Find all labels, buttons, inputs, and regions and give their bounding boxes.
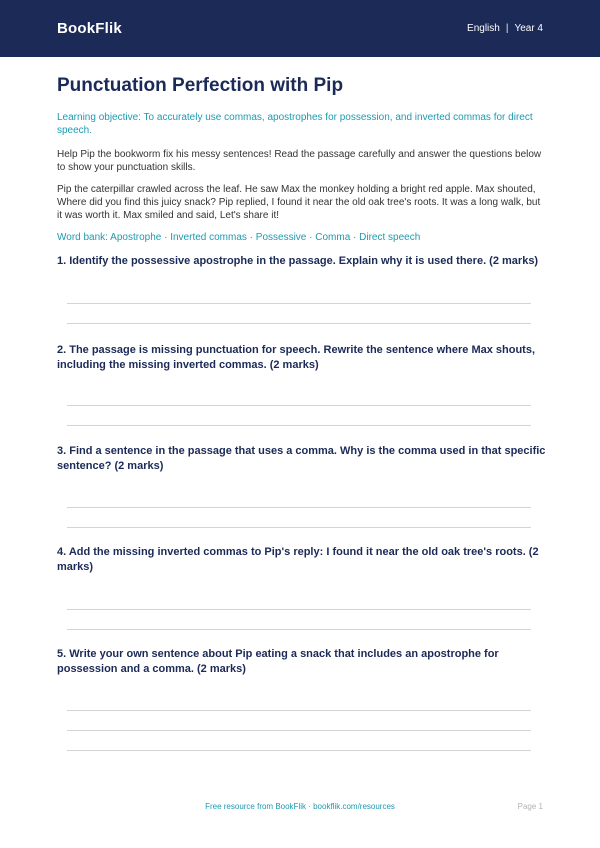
subject-year-label bbox=[467, 23, 543, 34]
answer-line[interactable] bbox=[67, 303, 531, 304]
answer-line[interactable] bbox=[67, 750, 531, 751]
question-4: 4. Add the missing inverted commas to Pip's reply: I found it near the old oak tree's roots. (2 marks) bbox=[57, 546, 539, 573]
answer-line[interactable] bbox=[67, 609, 531, 610]
answer-line[interactable] bbox=[67, 323, 531, 324]
answer-line[interactable] bbox=[67, 710, 531, 711]
word-bank: Word bank: Apostrophe · Inverted commas · Possessive · Comma · Direct speech bbox=[57, 232, 421, 243]
meta-separator: | bbox=[505, 23, 509, 34]
worksheet-title: Punctuation Perfection with Pip bbox=[57, 75, 344, 96]
worksheet-body bbox=[0, 67, 600, 244]
year-label: Year 4 bbox=[514, 23, 543, 34]
intro-text: Help Pip the bookworm fix his messy sentences! Read the passage carefully and answer the questions below to show your punctuation skills. bbox=[57, 149, 542, 173]
question-3: 3. Find a sentence in the passage that uses a comma. Why is the comma used in that specific sentence? (2 marks) bbox=[57, 445, 546, 472]
subject-label: English bbox=[467, 23, 500, 34]
question-1: 1. Identify the possessive apostrophe in the passage. Explain why it is used there. (2 marks) bbox=[57, 255, 539, 267]
answer-line[interactable] bbox=[67, 527, 531, 528]
reading-passage: Pip the caterpillar crawled across the leaf. He saw Max the monkey holding a bright red apple. Max shouted, Where did you find this juicy snack? Pip replied, I found it near the old oak tree's roots. It was a long walk, but it was worth it. Max smiled and said, Let's share it! bbox=[57, 184, 541, 221]
page-header bbox=[0, 0, 600, 57]
answer-line[interactable] bbox=[67, 629, 531, 630]
question-2: 2. The passage is missing punctuation for speech. Rewrite the sentence where Max shouts, including the missing inverted commas. (2 marks) bbox=[57, 344, 536, 371]
answer-line[interactable] bbox=[67, 405, 531, 406]
answer-line[interactable] bbox=[67, 507, 531, 508]
footer-credit: Free resource from BookFlik · bookflik.com/resources bbox=[205, 802, 395, 811]
question-5: 5. Write your own sentence about Pip eating a snack that includes an apostrophe for possession and a comma. (2 marks) bbox=[57, 648, 499, 675]
page-number: Page 1 bbox=[517, 802, 543, 811]
learning-objective: Learning objective: To accurately use commas, apostrophes for possession, and inverted commas for direct speech. bbox=[57, 112, 533, 136]
answer-line[interactable] bbox=[67, 730, 531, 731]
answer-line[interactable] bbox=[67, 425, 531, 426]
brand-logo-text: BookFlik bbox=[57, 20, 122, 37]
